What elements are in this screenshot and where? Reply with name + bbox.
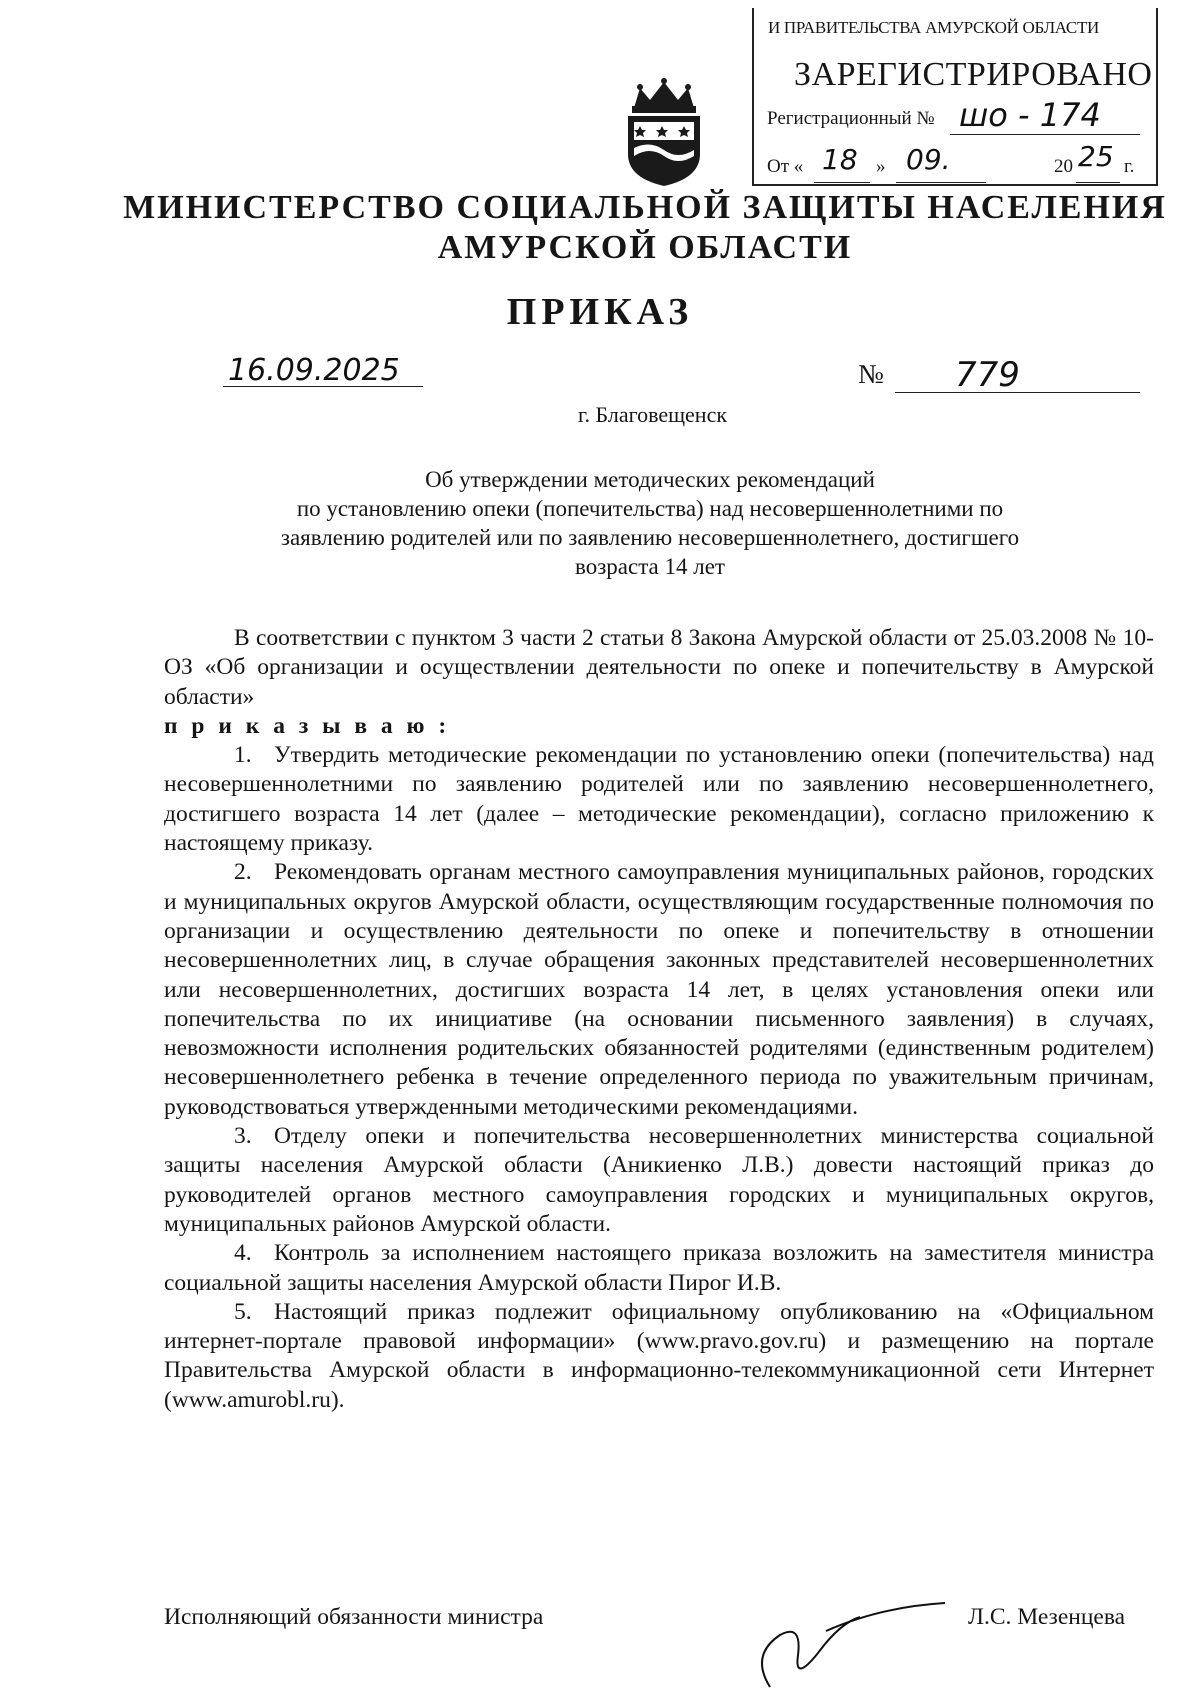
order-number-label: № <box>858 359 884 389</box>
stamp-month: 09. <box>906 143 951 176</box>
stamp-date-prefix: От « <box>767 156 804 177</box>
stamp-reg-label: Регистрационный № <box>767 108 935 129</box>
subject-line-3: заявлению родителей или по заявлению несовершеннолетнего, достигшего <box>280 525 1020 550</box>
subject-line-2: по установлению опеки (попечительства) над несовершеннолетними по <box>296 496 1004 521</box>
item-text: Контроль за исполнением настоящего приказа возложить на заместителя министра социальной защиты населения Амурской области Пирог И.В. <box>164 1240 1154 1296</box>
order-word: п р и к а з ы в а ю : <box>164 712 451 739</box>
order-date-underline <box>223 386 423 387</box>
item-number: 3. <box>234 1123 252 1150</box>
stamp-month-separator: » <box>876 156 886 177</box>
handwritten-signature-icon <box>740 1595 955 1690</box>
order-item-2 <box>164 858 1154 1122</box>
item-text: Отделу опеки и попечительства несовершеннолетних министерства социальной защиты населения Амурской области (Аникиенко Л.В.) довести настоящий приказ до руководителей органов местного самоуправления городских и муниципальных округов, муниципальных районов Амурской области. <box>164 1123 1154 1237</box>
order-date: 16.09.2025 <box>228 353 400 388</box>
stamp-year-suffix: 25 <box>1078 140 1114 173</box>
ministry-line-1: МИНИСТЕРСТВО СОЦИАЛЬНОЙ ЗАЩИТЫ НАСЕЛЕНИЯ <box>123 189 1167 226</box>
order-item-3 <box>164 1122 1154 1239</box>
stamp-day: 18 <box>822 143 858 176</box>
order-number-underline <box>895 392 1140 393</box>
stamp-year-unit: г. <box>1124 156 1135 177</box>
subject-line-4: возраста 14 лет <box>575 554 725 579</box>
stamp-reg-number: шо - 174 <box>959 96 1101 134</box>
ministry-heading <box>120 188 1170 268</box>
preamble: В соответствии с пунктом 3 части 2 статьи 8 Закона Амурской области от 25.03.2008 № 10-ОЗ «Об организации и осуществлении деятельности по опеке и попечительству в Амурской области» <box>164 625 1154 710</box>
item-number: 2. <box>234 859 252 886</box>
registration-stamp <box>752 8 1158 186</box>
order-item-4 <box>164 1239 1154 1298</box>
item-text: Рекомендовать органам местного самоуправления муниципальных районов, городских и муниципальных округов Амурской области, осуществляющим государственные полномочия по организации и осуществлению деятельности по опеке и попечительству в отношении несовершеннолетних лиц, в случае обращения законных представителей несовершеннолетних или несовершеннолетних, достигших возраста 14 лет, в целях установления опеки или попечительства по их инициативе (на основании письменного заявления) в случаях, невозможности исполнения родительских обязанностей родителями (единственным родителем) несовершеннолетнего ребенка в течение определенного периода по уважительным причинам, руководствоваться утвержденными методическими рекомендациями. <box>164 859 1154 1120</box>
stamp-year-prefix: 20 <box>1054 156 1073 177</box>
item-number: 4. <box>234 1240 252 1267</box>
item-number: 1. <box>234 742 252 769</box>
order-title: ПРИКАЗ <box>506 291 694 333</box>
order-body <box>164 624 1154 1415</box>
order-city: г. Благовещенск <box>577 402 728 427</box>
ministry-line-2: АМУРСКОЙ ОБЛАСТИ <box>437 229 853 266</box>
item-number: 5. <box>234 1298 252 1325</box>
item-text: Утвердить методические рекомендации по установлению опеки (попечительства) над несовершеннолетними по заявлению родителей или по заявлению несовершеннолетнего, достигшего возраста 14 лет (далее – методические рекомендации), согласно приложению к настоящему приказу. <box>164 742 1154 857</box>
signatory-name: Л.С. Мезенцева <box>968 1604 1126 1630</box>
order-item-1 <box>164 741 1154 858</box>
stamp-header: И ПРАВИТЕЛЬСТВА АМУРСКОЙ ОБЛАСТИ <box>768 18 1100 37</box>
item-text: Настоящий приказ подлежит официальному опубликованию на «Официальном интернет-портале правовой информации» (www.pravo.gov.ru) и размещению на портале Правительства Амурской области в информационно-телекоммуникационной сети Интернет (www.amurobl.ru). <box>164 1298 1154 1413</box>
stamp-title: ЗАРЕГИСТРИРОВАНО <box>794 56 1153 93</box>
stamp-date-row <box>767 156 803 178</box>
subject-line-1: Об утверждении методических рекомендаций <box>425 467 875 492</box>
amur-region-coat-of-arms-icon <box>620 78 708 188</box>
order-subject <box>200 465 1100 581</box>
order-number: 779 <box>955 355 1020 395</box>
signatory-position: Исполняющий обязанности министра <box>164 1604 544 1630</box>
order-item-5 <box>164 1298 1154 1415</box>
stamp-registration-row <box>767 108 935 130</box>
